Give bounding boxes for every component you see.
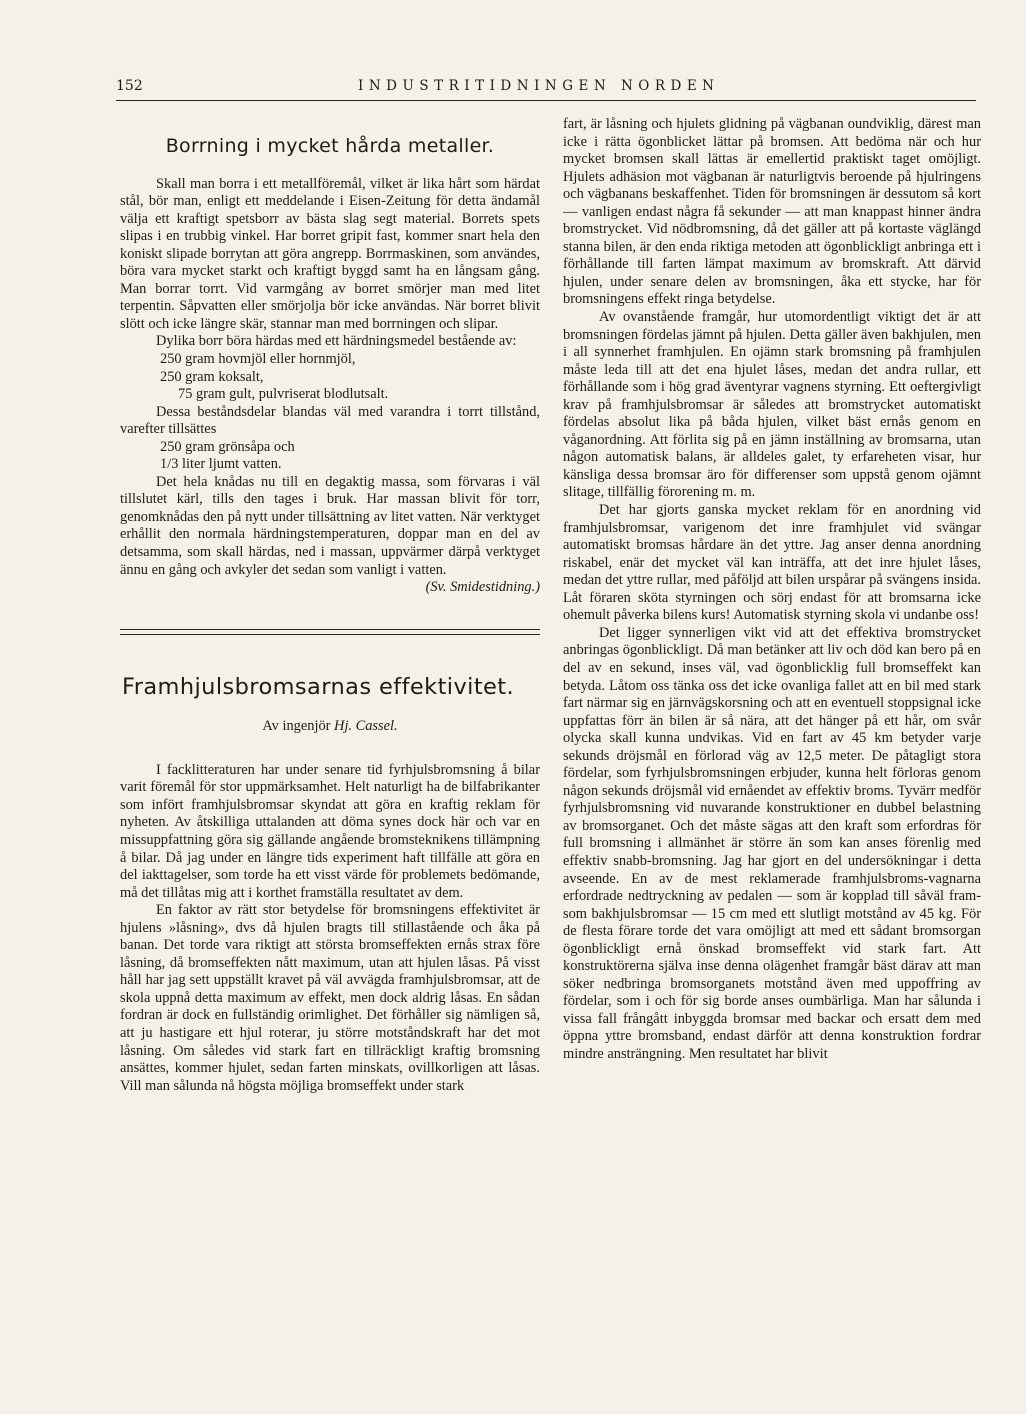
article2-paragraph: Det har gjorts ganska mycket reklam för en anordning vid framhjulsbromsar, varigenom det inre framhjulet vid svängar automatiskt bromsas hårdare än det yttre. Jag anser denna anordning riskabel, enär det mycket väl kan inträffa, att det inre hjulet låses, medan det yttre rullar, med påföljd att bilen urspårar på svängens insida. Låt föraren sköta styrningen och sörj endast för att bromsarna icke ohemult påverka bilens kurs! Automatisk styrning skola vi undanbe oss! [563, 502, 981, 624]
running-title: INDUSTRITIDNINGEN NORDEN [358, 78, 720, 94]
recipe-item: 250 gram koksalt, [160, 368, 264, 385]
article2-paragraph: I facklitteraturen har under senare tid fyrhjulsbromsning å bilar varit föremål för stor uppmärksamhet. Helt naturligt ha de bilfabrikanter som infört framhjulsbromsar skyndat att göra en kraftig reklam för nyheten. Av åtskilliga uttalanden att döma synes dock här och var en missuppfattning göra sig gällande angående bromsteknikens tillämpning å bilar. Då jag under en längre tids experiment haft tillfälle att göra en del iakttagelser, som torde ha ett visst värde för problemets bedömande, må det tillåtas mig att i korthet framställa resultatet av dem. [120, 761, 540, 901]
recipe-item: 250 gram hovmjöl eller hornmjöl, [160, 351, 356, 368]
recipe-item: 250 gram grönsåpa och [160, 438, 295, 455]
article1-paragraph: Det hela knådas nu till en degaktig massa, som förvaras i väl tillslutet kärl, tills den tages i bruk. Har massan blivit för torr, genomknådas den på nytt under tillsättning av litet vatten. När verktyget erhållit den normala härdningstemperaturen, doppar man en del av detsamma, som skall härdas, ned i massan, uppvärmer därpå verktyget ännu en gång och avkyler det sedan som vanligt i vatten. [120, 473, 540, 578]
left-column [120, 114, 540, 1336]
recipe-item: 75 gram gult, pulvriserat blodlutsalt. [178, 386, 389, 403]
article-title-borrning: Borrning i mycket hårda metaller. [165, 135, 495, 157]
article1-paragraph: Skall man borra i ett metallföremål, vilket är lika hårt som härdat stål, bör man, enligt ett meddelande i Eisen-Zeitung för detta ändamål välja ett kraftigt spetsborr av bästa slag segt material. Borrets spets slipas i en trubbig vinkel. Har borret gripit fast, kommer snart hela den koniskt slipade borrytan att göra angrepp. Borrmaskinen, som användes, böra vara mycket starkt och kraftigt byggd samt ha en långsam gång. Man borrar torrt. Vid varmgång av borret smörjer man med litet terpentin. Såpvatten eller smörjolja bör icke användas. När borret blivit slött och icke längre skär, stannar man med borrningen och slipar. [120, 175, 540, 332]
byline-prefix: Av ingenjör [262, 718, 331, 735]
article2-paragraph: Det ligger synnerligen vikt vid att det effektiva bromstrycket anbringas ögonblickligt. Då man betänker att liv och död kan bero på en del av en sekund, inses väl, vad ögonblicklig full bromseffekt kan betyda. Låtom oss tänka oss det icke ovanliga fallet att en bil med stark fart närmar sig en järnvägskorsning och att en eventuell stoppsignal icke uppfattas förr än bilen är så nära, att det hänger på ett hår, om svår olycka skall kunna undvikas. Vid en fart av 45 km betyder varje sekunds dröjsmål en förlorad väg av 12,5 meter. De påtagligt stora fördelar, som fyrhjulsbromsningen erbjuder, kunna helt förloras genom någon sekunds dröjsmål vid ernåendet av effektiv broms. Tyvärr medför fyrhjulsbromsning vid nuvarande konstruktioner en dubbel belastning av bromsorganet. Och det måste sägas att den kraft som erfordras för full bromsning i allmänhet är större än som kan anses förenlig med effektiv snabb-bromsning. Jag har gjort en del undersökningar i detta avseende. En av de mest reklamerade framhjulsbroms-vagnarna erfordrade nedtryckning av pedalen — som är kopplad till såväl fram- som bakhjulsbromsar — 15 cm med ett slutligt motstånd av 45 kg. För de flesta förare torde det vara omöjligt att med ett sådant bromsorgan ögonblickligt ernå önskad bromseffekt vid stark fart. Att konstruktörerna själva inse denna olägenhet framgår bäst därav att man söker nedbringa bromsorganets motstånd även med uppoffring av fördelar, som i och för sig borde anses oumbärliga. Man har sålunda i vissa fall frångått inbyggda bromsar med backar och ersatt dem med öppna yttre bromsband, endast därför att denna konstruktion fordrar mindre ansträngning. Men resultatet har blivit [563, 624, 981, 1062]
article2-paragraph: Av ovanstående framgår, hur utomordentligt viktigt det är att bromsningen fördelas jämnt på hjulen. Detta gäller även bakhjulen, men i all synnerhet framhjulen. En ojämn stark bromsning på framhjulen måste leda till att det ena hjulet låses, medan det andra rullar, ett förhållande som i hög grad äventyrar vagnens styrning. Ett oeftergivligt krav på framhjulsbromsar är således att bromstrycket automatiskt fördelas absolut lika på båda hjulen, vilket bäst ernås genom en våganordning. Att förlita sig på en jämn inställning av bromsarna, utan någon automatisk balans, är alldeles galet, ty erfareheten visar, hur känsliga dessa bromsar äro för differenser som uppstå genom ojämnt slitage, tillfällig förorening m. m. [563, 309, 981, 501]
byline [120, 718, 540, 736]
article2-paragraph: En faktor av rätt stor betydelse för bromsningens effektivitet är hjulens »låsning», dvs då hjulen bragts till stillastående och åka på banan. Det torde vara riktigt att största bromseffekten ernås strax före låsning, då bromseffekten nått maximum, utan att hjulen låsas. På visst håll har jag sett uppställt kravet på väl avvägda framhjulsbromsar, att de skola uppnå detta maximum av effekt, men dock aldrig låsas. En sådan fordran är dock en fullständig orimlighet. Det förhåller sig nämligen så, att ju hastigare ett hjul roterar, ju större motståndskraft har det mot låsning. Om således vid stark fart en tillräckligt kraftig bromsning ansättes, kommer hjulet, sedan farten minskats, ovillkorligen att låsas. Vill man sålunda nå högsta möjliga bromseffekt under stark [120, 902, 540, 1094]
section-divider [120, 629, 540, 635]
article1-paragraph: Dessa beståndsdelar blandas väl med varandra i torrt tillstånd, varefter tillsättes [120, 403, 540, 438]
recipe-item: 1/3 liter ljumt vatten. [160, 456, 282, 473]
article-title-framhjulsbromsar: Framhjulsbromsarnas effektivitet. [122, 673, 515, 700]
byline-author: Hj. Cassel. [334, 718, 398, 735]
article1-paragraph: Dylika borr böra härdas med ett härdningsmedel bestående av: [156, 333, 517, 350]
page-number: 152 [116, 78, 143, 94]
page-header [116, 76, 976, 100]
recipe-list [160, 351, 540, 404]
article2-paragraph-continued: fart, är låsning och hjulets glidning på vägbanan oundviklig, därest man icke i rätta ögonblicket lättar på bromsen. Att bedöma när och hur mycket bromsen skall lättas är emellertid praktiskt taget omöjligt. Hjulets adhäsion mot vägbanan är naturligtvis beroende på hjulringens och vägbanans beskaffenhet. Tiden för bromsningen är dessutom så kort — vanligen endast några få sekunder — att man knappast hinner ändra bromstrycket. Vid nödbromsning, då det gäller att på kortaste väglängd stanna bilen, är den enda riktiga metoden att ögonblickligt anbringa ett i förhållande till farten lämpat maximum av bromskraft. Att därvid hjulen, under senare delen av bromsningen, åka ett stycke, har för bromsningens effekt ringa betydelse. [563, 116, 981, 308]
source-citation: (Sv. Smidestidning.) [425, 579, 540, 596]
recipe-list [160, 439, 540, 474]
header-rule [116, 100, 976, 101]
right-column [563, 116, 981, 1338]
